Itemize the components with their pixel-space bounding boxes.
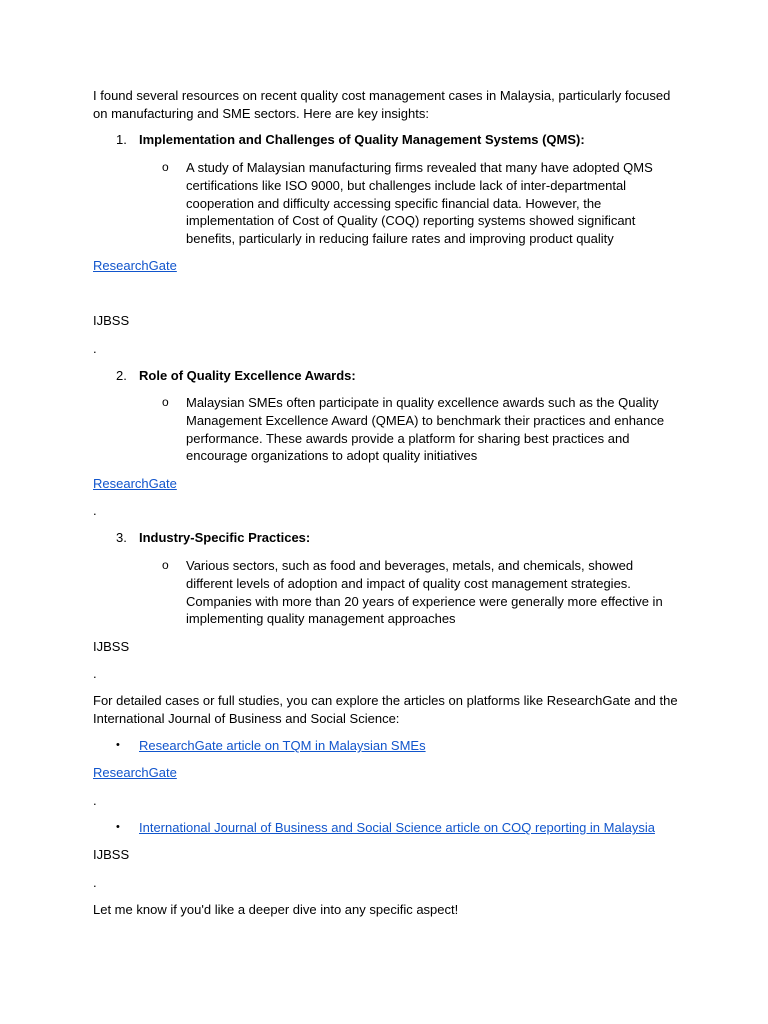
source-link-researchgate-3[interactable]: ResearchGate <box>93 765 177 780</box>
source-label-ijbss-4: IJBSS <box>93 847 130 862</box>
source-link-researchgate-2[interactable]: ResearchGate <box>93 476 177 491</box>
section-heading-3: Industry-Specific Practices: <box>139 530 311 545</box>
sub-bullet-marker-2: o <box>162 395 169 409</box>
section-detail-3: Various sectors, such as food and beverages, metals, and chemicals, showed different levels of adoption and impact of quality cost management strategies. Companies with more than 20 years of experience were generally more effective in implementing quality management approaches <box>186 558 663 627</box>
list-number-3: 3. <box>116 530 127 545</box>
further-reading-paragraph: For detailed cases or full studies, you can explore the articles on platforms like ResearchGate and the International Journal of Business and Social Science: <box>93 693 678 726</box>
section-detail-2: Malaysian SMEs often participate in quality excellence awards such as the Quality Management Excellence Award (QMEA) to benchmark their practices and enhance performance. These awards provide a platform for sharing best practices and encourage organizations to adopt quality initiatives <box>186 395 665 464</box>
period-3: . <box>93 666 97 681</box>
intro-paragraph: I found several resources on recent quality cost management cases in Malaysia, particularly focused on manufacturing and SME sectors. Here are key insights: <box>93 88 671 121</box>
sub-bullet-marker-1: o <box>162 160 169 174</box>
period-5: . <box>93 875 97 890</box>
period-2: . <box>93 503 97 518</box>
bullet-marker-2: • <box>116 821 120 833</box>
sub-bullet-marker-3: o <box>162 558 169 572</box>
section-heading-2: Role of Quality Excellence Awards: <box>139 368 356 383</box>
section-detail-1: A study of Malaysian manufacturing firms revealed that many have adopted QMS certifications like ISO 9000, but challenges include lack of inter-departmental cooperation and difficulty accessing specific financial data. However, the implementation of Cost of Quality (COQ) reporting systems showed significant benefits, particularly in reducing failure rates and improving product quality <box>186 160 653 247</box>
researchgate-article-link[interactable]: ResearchGate article on TQM in Malaysian SMEs <box>139 738 426 753</box>
source-link-researchgate-1[interactable]: ResearchGate <box>93 258 177 273</box>
period-1: . <box>93 341 97 356</box>
closing-paragraph: Let me know if you'd like a deeper dive into any specific aspect! <box>93 902 459 917</box>
list-number-2: 2. <box>116 368 127 383</box>
section-heading-1: Implementation and Challenges of Quality Management Systems (QMS): <box>139 132 585 147</box>
source-label-ijbss-1: IJBSS <box>93 313 130 328</box>
source-label-ijbss-3: IJBSS <box>93 639 130 654</box>
period-4: . <box>93 793 97 808</box>
ijbss-article-link[interactable]: International Journal of Business and Social Science article on COQ reporting in Malaysia <box>139 820 655 835</box>
bullet-marker-1: • <box>116 739 120 751</box>
list-number-1: 1. <box>116 132 127 147</box>
